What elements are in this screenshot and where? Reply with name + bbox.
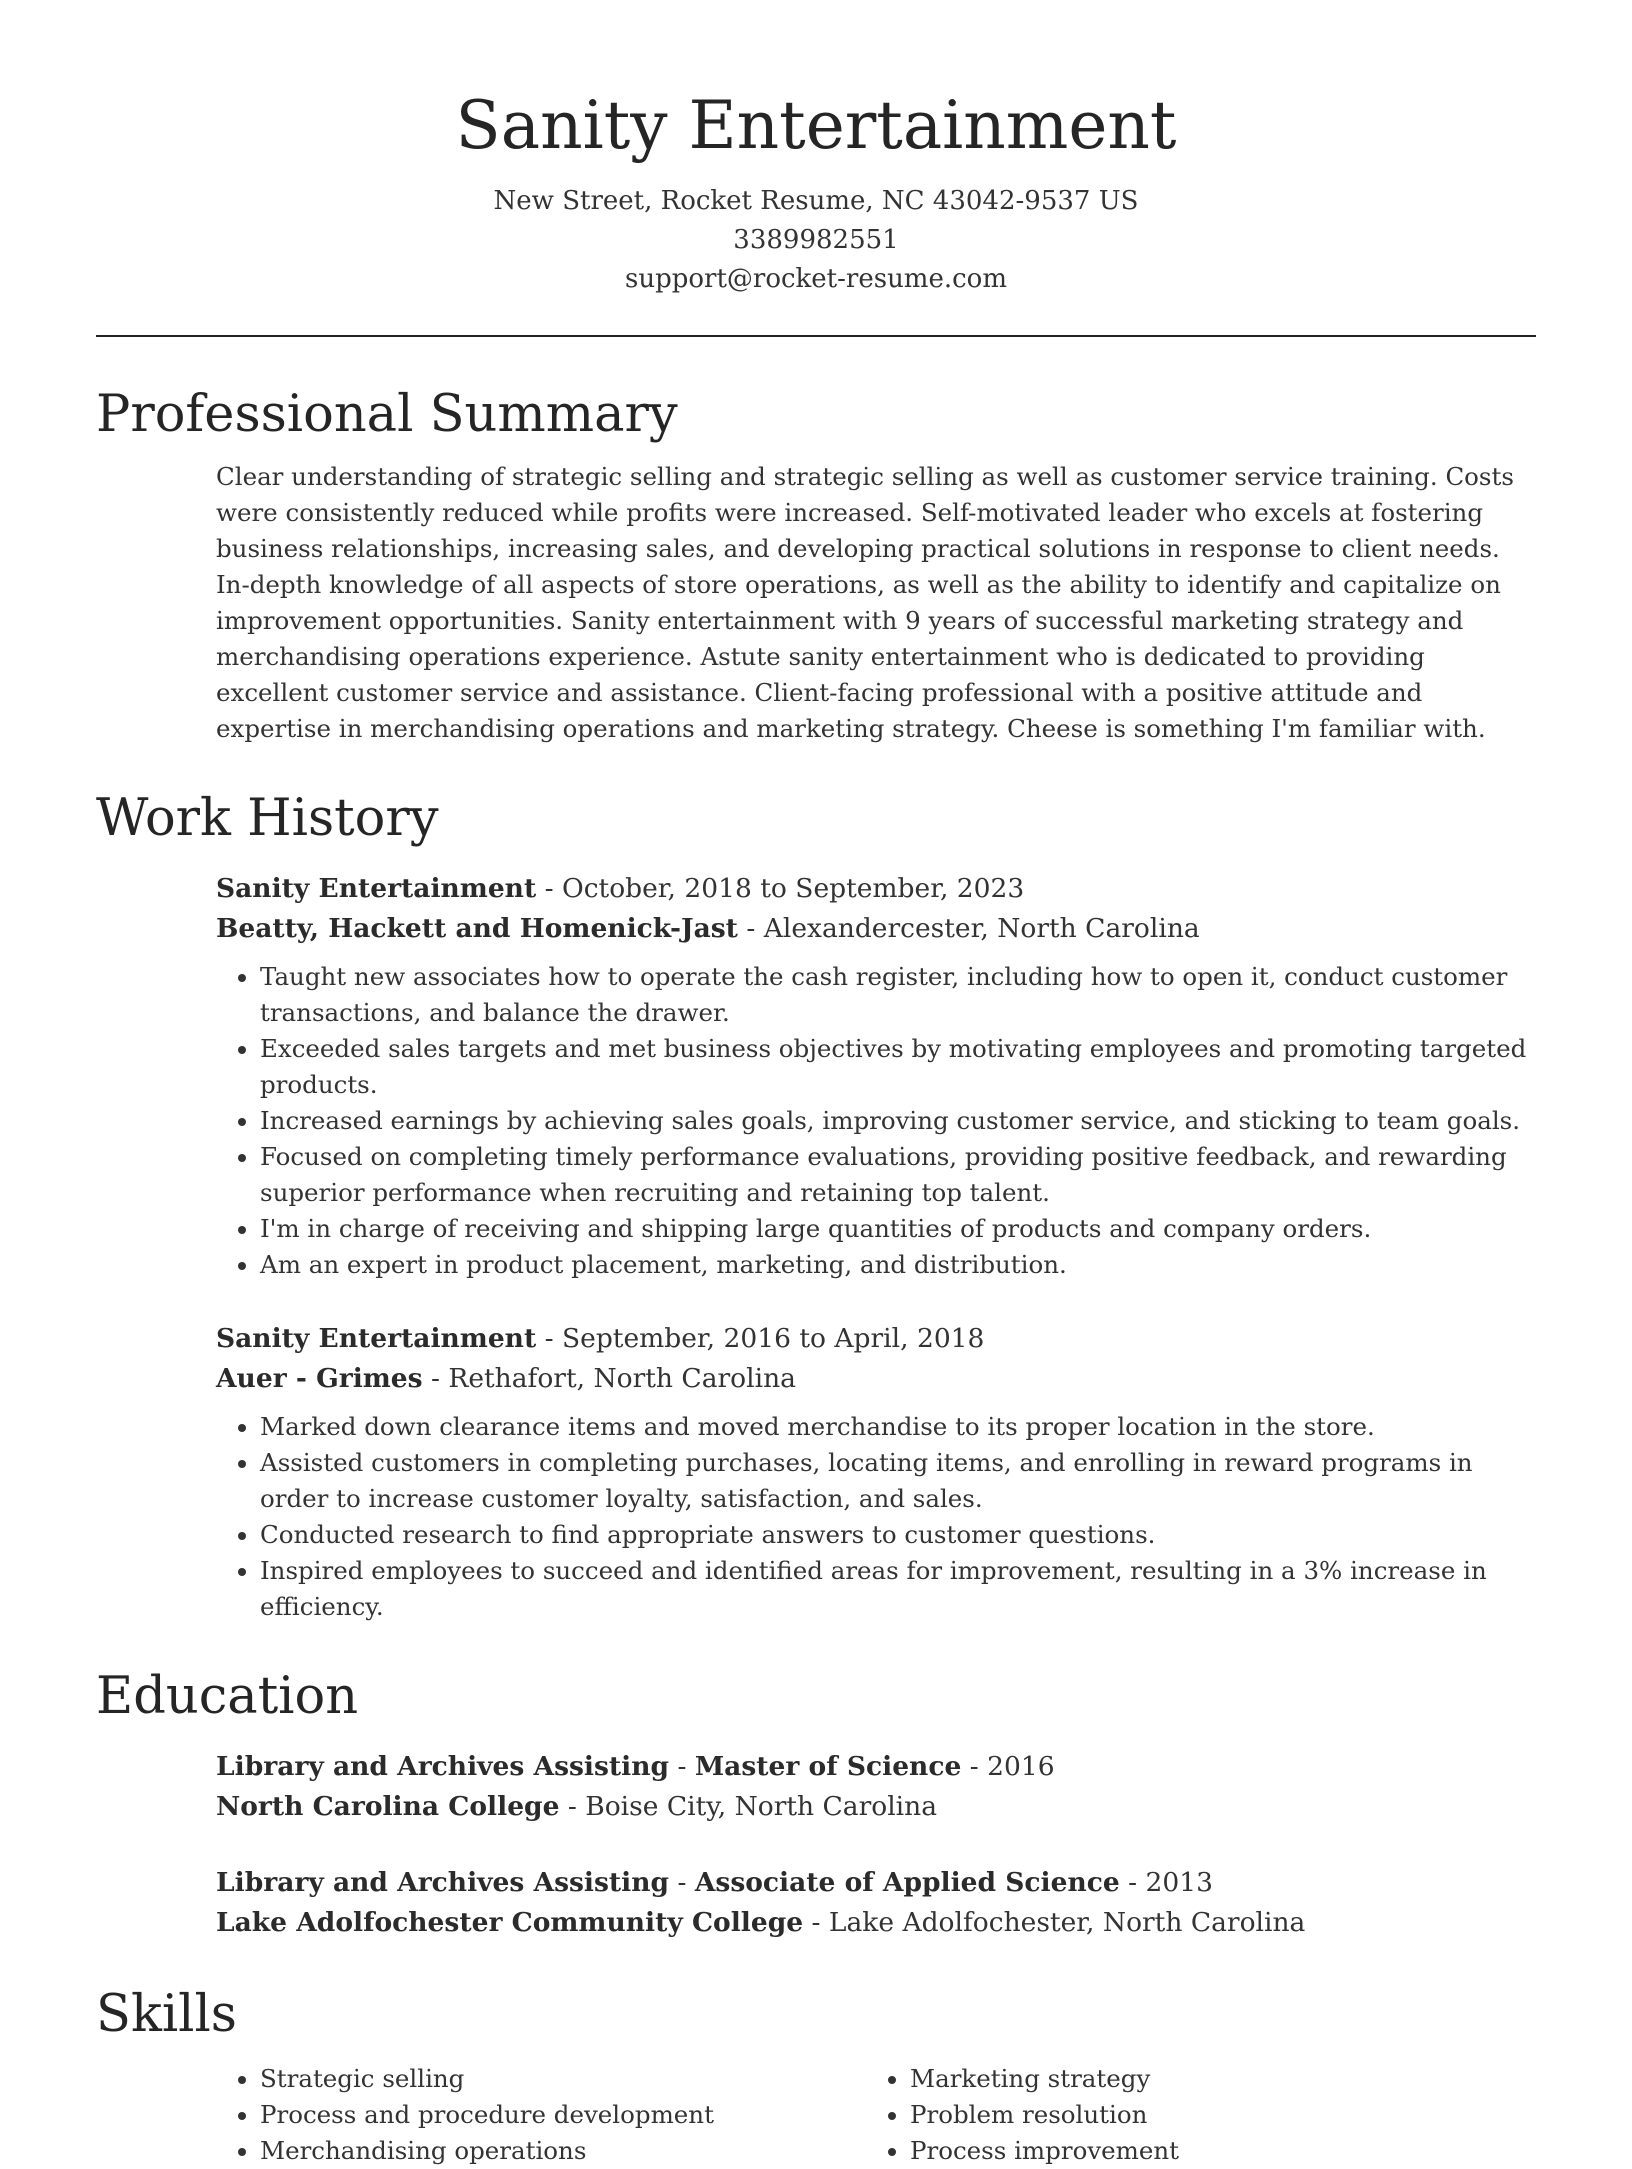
duty-item: • Marked down clearance items and moved merchandise to its proper location in the store. [260, 1409, 1536, 1445]
duty-item: • Inspired employees to succeed and identified areas for improvement, resulting in a 3% increase in efficiency. [260, 1553, 1536, 1625]
study-field: Library and Archives Assisting [216, 1867, 670, 1898]
job-position: Sanity Entertainment [216, 873, 537, 904]
section-title-work-history: Work History [96, 789, 439, 848]
job-duties [216, 1409, 1536, 1625]
graduation-year: - 2016 [961, 1751, 1055, 1782]
section-title-education: Education [96, 1667, 359, 1726]
job-employer: Auer - Grimes [216, 1363, 423, 1394]
graduation-year: - 2013 [1119, 1867, 1213, 1898]
duty-item: • Focused on completing timely performance evaluations, providing positive feedback, and rewarding superior performance when recruiting and retaining top talent. [260, 1139, 1536, 1211]
school-name: Lake Adolfochester Community College [216, 1907, 804, 1938]
job-dates: - September, 2016 to April, 2018 [536, 1323, 985, 1354]
degree-name: Master of Science [694, 1751, 962, 1782]
job-employer-line [216, 1359, 1536, 1399]
degree-line [216, 1747, 1536, 1787]
study-field: Library and Archives Assisting [216, 1751, 670, 1782]
candidate-name: Sanity Entertainment [455, 87, 1177, 164]
skills-section [96, 1983, 1536, 2169]
separator: - [669, 1751, 695, 1782]
summary-section [96, 383, 1536, 747]
school-line [216, 1787, 1536, 1827]
duty-item: • I'm in charge of receiving and shipping large quantities of products and company orders. [260, 1211, 1536, 1247]
skill-item: • Merchandising operations [260, 2133, 866, 2169]
skills-columns [216, 2061, 1536, 2169]
skill-item: • Problem resolution [910, 2097, 1516, 2133]
contact-info [96, 182, 1536, 299]
job-dates: - October, 2018 to September, 2023 [536, 873, 1025, 904]
address: New Street, Rocket Resume, NC 43042-9537 US [493, 186, 1139, 216]
skill-item: • Process improvement [910, 2133, 1516, 2169]
school-name: North Carolina College [216, 1791, 560, 1822]
header-divider [96, 335, 1536, 337]
job-employer: Beatty, Hackett and Homenick-Jast [216, 913, 738, 944]
degree-name: Associate of Applied Science [694, 1867, 1120, 1898]
job-title-line [216, 869, 1536, 909]
skill-item: • Process and procedure development [260, 2097, 866, 2133]
job-title-line [216, 1319, 1536, 1359]
job-employer-line [216, 909, 1536, 949]
job-entry [216, 869, 1536, 1283]
skill-item: • Strategic selling [260, 2061, 866, 2097]
resume-header [96, 0, 1536, 299]
education-section [96, 1665, 1536, 1943]
duty-item: • Am an expert in product placement, marketing, and distribution. [260, 1247, 1536, 1283]
summary-text: Clear understanding of strategic selling and strategic selling as well as customer service training. Costs were consistently reduced while profits were increased. Self-motivated leader who excels at fostering business relationships, increasing sales, and developing practical solutions in response to client needs. In-depth knowledge of all aspects of store operations, as well as the ability to identify and capitalize on improvement opportunities. Sanity entertainment with 9 years of successful marketing strategy and merchandising operations experience. Astute sanity entertainment who is dedicated to providing excellent customer service and assistance. Client-facing professional with a positive attitude and expertise in merchandising operations and marketing strategy. Cheese is something I'm familiar with. [216, 462, 1514, 743]
job-location: - Rethafort, North Carolina [422, 1363, 796, 1394]
skills-right-column [866, 2061, 1516, 2169]
degree-line [216, 1863, 1536, 1903]
job-entry [216, 1319, 1536, 1625]
school-location: - Lake Adolfochester, North Carolina [803, 1907, 1306, 1938]
duty-item: • Increased earnings by achieving sales goals, improving customer service, and sticking to team goals. [260, 1103, 1536, 1139]
work-history-section [96, 787, 1536, 1625]
duty-item: • Conducted research to find appropriate answers to customer questions. [260, 1517, 1536, 1553]
education-entry [216, 1863, 1536, 1943]
section-title-skills: Skills [96, 1985, 237, 2044]
education-entry [216, 1747, 1536, 1827]
duty-item: • Exceeded sales targets and met business objectives by motivating employees and promoting targeted products. [260, 1031, 1536, 1103]
skills-left-column [216, 2061, 866, 2169]
skill-item: • Marketing strategy [910, 2061, 1516, 2097]
duty-item: • Assisted customers in completing purchases, locating items, and enrolling in reward programs in order to increase customer loyalty, satisfaction, and sales. [260, 1445, 1536, 1517]
duty-item: • Taught new associates how to operate the cash register, including how to open it, conduct customer transactions, and balance the drawer. [260, 959, 1536, 1031]
section-title-summary: Professional Summary [96, 385, 678, 444]
job-duties [216, 959, 1536, 1283]
school-location: - Boise City, North Carolina [559, 1791, 938, 1822]
email: support@rocket-resume.com [624, 264, 1007, 294]
job-location: - Alexandercester, North Carolina [737, 913, 1200, 944]
school-line [216, 1903, 1536, 1943]
phone: 3389982551 [733, 225, 899, 255]
separator: - [669, 1867, 695, 1898]
job-position: Sanity Entertainment [216, 1323, 537, 1354]
